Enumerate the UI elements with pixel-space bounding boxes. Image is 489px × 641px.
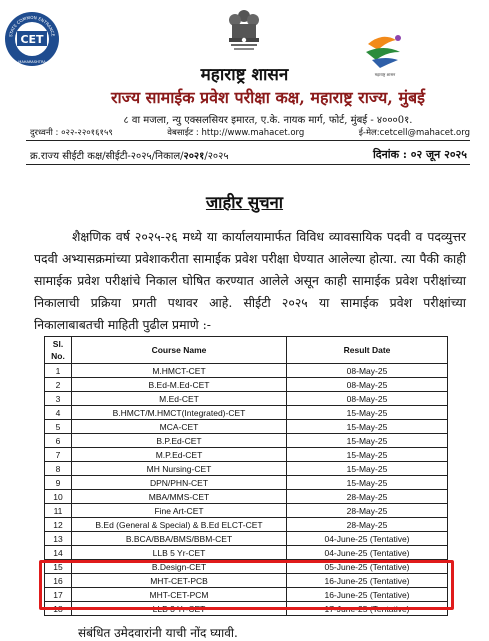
row-sl-no: 2 [45, 378, 72, 392]
department-name: राज्य सामाईक प्रवेश परीक्षा कक्ष, महाराष्ट्र राज्य, मुंबई [110, 88, 426, 107]
notice-date: दिनांक : ०२ जून २०२५ [372, 148, 467, 161]
highlight-box [39, 560, 454, 610]
notice-paragraph: शैक्षणिक वर्ष २०२५-२६ मध्ये या कार्यालयामार्फत विविध व्यावसायिक पदवी व पदव्युत्तर पदवी अभ्यासक्रमांच्या प्रवेशाकरीता सामाईक प्रवेश परीक्षा घेण्यात आलेल्या होत्या. त्या पैकी काही सामाईक प्रवेश परीक्षांचे निकाल घोषित करण्यात आलेले असून काही सामाईक प्रवेश परीक्षांच्या निकालाची प्रक्रिया प्रगती पथावर आहे. सीईटी २०२५ या सामाईक प्रवेश परीक्षांच्या निकालाबाबतची माहिती पुढील प्रमाणे :- [34, 229, 466, 332]
row-course-name: DPN/PHN-CET [72, 476, 287, 490]
row-sl-no: 17 [45, 588, 72, 602]
row-course-name: M.HMCT-CET [72, 364, 287, 378]
row-result-date: 08-May-25 [287, 378, 448, 392]
table-row [45, 490, 448, 504]
row-result-date: 16-June-25 (Tentative) [287, 574, 448, 588]
reference-number [30, 148, 229, 162]
government-name: महाराष्ट्र शासन [200, 65, 289, 85]
table-row [45, 546, 448, 560]
email-address[interactable]: ई-मेल:cetcell@mahacet.org [358, 128, 470, 138]
row-result-date: 17-June-25 (Tentative) [287, 602, 448, 616]
table-row [45, 532, 448, 546]
table-header-row [45, 337, 448, 364]
reference-id: २०२१ [183, 151, 205, 162]
table-row [45, 406, 448, 420]
table-row [45, 420, 448, 434]
row-course-name: MCA-CET [72, 420, 287, 434]
row-result-date: 05-June-25 (Tentative) [287, 560, 448, 574]
row-sl-no: 1 [45, 364, 72, 378]
row-course-name: B.HMCT/M.HMCT(Integrated)-CET [72, 406, 287, 420]
header-divider [26, 140, 470, 141]
table-row [45, 476, 448, 490]
row-result-date: 28-May-25 [287, 504, 448, 518]
row-result-date: 15-May-25 [287, 476, 448, 490]
row-course-name: M.P.Ed-CET [72, 448, 287, 462]
website-link[interactable]: वेबसाईट : http://www.mahacet.org [167, 128, 305, 138]
reference-prefix: क्र.राज्य सीईटी कक्ष/सीईटी-२०२५/निकाल/ [30, 151, 184, 162]
row-course-name: B.Ed (General & Special) & B.Ed ELCT-CET [72, 518, 287, 532]
row-result-date: 15-May-25 [287, 448, 448, 462]
header-sl-no: Sl. No. [45, 337, 72, 364]
row-sl-no: 14 [45, 546, 72, 560]
notice-footer: संबंधित उमेदवारांनी याची नोंद घ्यावी. [78, 626, 238, 640]
row-sl-no: 4 [45, 406, 72, 420]
row-course-name: M.Ed-CET [72, 392, 287, 406]
row-course-name: MHT-CET-PCM [72, 588, 287, 602]
row-course-name: B.BCA/BBA/BMS/BBM-CET [72, 532, 287, 546]
row-result-date: 15-May-25 [287, 434, 448, 448]
table-row [45, 434, 448, 448]
row-result-date: 15-May-25 [287, 462, 448, 476]
row-sl-no: 15 [45, 560, 72, 574]
contact-row [30, 127, 470, 138]
row-result-date: 28-May-25 [287, 490, 448, 504]
address: ८ वा मजला, न्यु एक्सलसियर इमारत, ए.के. नायक मार्ग, फोर्ट, मुंबई - ४०००0१. [123, 115, 413, 126]
row-result-date: 08-May-25 [287, 364, 448, 378]
table-row [45, 364, 448, 378]
row-sl-no: 10 [45, 490, 72, 504]
row-sl-no: 11 [45, 504, 72, 518]
table-row [45, 518, 448, 532]
national-emblem-icon [224, 8, 264, 54]
row-course-name: MBA/MMS-CET [72, 490, 287, 504]
svg-text:महाराष्ट्र शासन: महाराष्ट्र शासन [374, 72, 396, 77]
row-result-date: 15-May-25 [287, 420, 448, 434]
row-sl-no: 5 [45, 420, 72, 434]
row-course-name: B.P.Ed-CET [72, 434, 287, 448]
row-sl-no: 16 [45, 574, 72, 588]
reference-divider [26, 164, 470, 165]
reference-suffix: /२०२५ [204, 151, 229, 162]
row-result-date: 04-June-25 (Tentative) [287, 546, 448, 560]
row-result-date: 28-May-25 [287, 518, 448, 532]
header-course-name: Course Name [72, 337, 287, 364]
table-row [45, 448, 448, 462]
notice-title: जाहीर सुचना [205, 193, 284, 212]
row-course-name: MH Nursing-CET [72, 462, 287, 476]
phone-number: दुरध्वनी : ०२२-२२०१६१५९ [30, 128, 113, 138]
svg-text:MAHARASHTRA: MAHARASHTRA [18, 60, 46, 64]
row-sl-no: 12 [45, 518, 72, 532]
header-result-date: Result Date [287, 337, 448, 364]
row-sl-no: 3 [45, 392, 72, 406]
row-sl-no: 13 [45, 532, 72, 546]
row-sl-no: 7 [45, 448, 72, 462]
row-result-date: 08-May-25 [287, 392, 448, 406]
table-row [45, 392, 448, 406]
svg-text:CET: CET [20, 33, 44, 46]
row-result-date: 16-June-25 (Tentative) [287, 588, 448, 602]
row-result-date: 15-May-25 [287, 406, 448, 420]
svg-text:STATE COMMON ENTRANCE TEST CEL: STATE COMMON ENTRANCE [8, 14, 56, 38]
table-row [45, 504, 448, 518]
row-course-name: LLB 3 Yr-CET [72, 602, 287, 616]
row-course-name: LLB 5 Yr-CET [72, 546, 287, 560]
row-course-name: B.Ed-M.Ed-CET [72, 378, 287, 392]
row-sl-no: 9 [45, 476, 72, 490]
row-sl-no: 18 [45, 602, 72, 616]
row-course-name: MHT-CET-PCB [72, 574, 287, 588]
cet-cell-logo [3, 10, 61, 68]
table-row [45, 462, 448, 476]
row-sl-no: 8 [45, 462, 72, 476]
row-result-date: 04-June-25 (Tentative) [287, 532, 448, 546]
row-course-name: Fine Art-CET [72, 504, 287, 518]
row-sl-no: 6 [45, 434, 72, 448]
row-course-name: B.Design-CET [72, 560, 287, 574]
table-row [45, 378, 448, 392]
